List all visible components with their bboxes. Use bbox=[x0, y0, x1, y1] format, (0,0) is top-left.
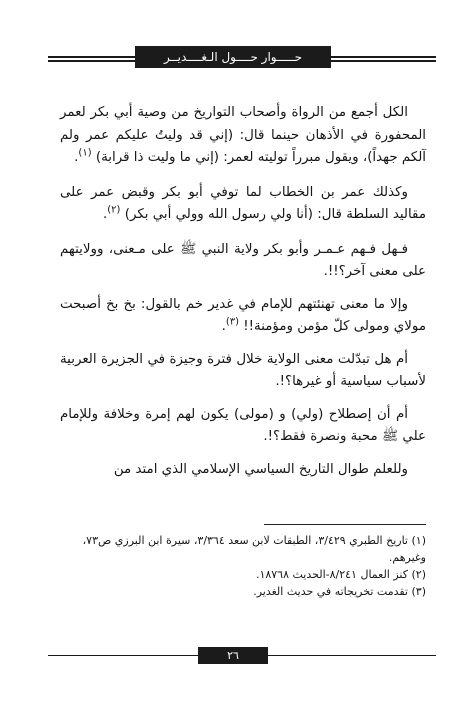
paragraph: الكل أجمع من الرواة وأصحاب التواريخ من وصية أبي بكر لعمر المحفورة في الأذهان حينما قال: (إني قد وليتُ عليكم عمر ولم آلكم جهداً)، ويقول مبرراً توليته لعمر: (إني ما وليت ذا قرابة) $^{(١)}$. bbox=[60, 105, 426, 165]
running-header-title: حـــــوار حــــول الـغــــديــر bbox=[164, 50, 302, 64]
paragraph: أم هل تبدّلت معنى الولاية خلال فترة وجيزة في الجزيرة العربية لأسباب سياسية أو غيرها؟!. bbox=[60, 351, 426, 389]
running-header bbox=[135, 46, 331, 68]
footnote: (٢) كنز العمال ٨/٢٤١-الحديث ١٨٧٦٨. bbox=[255, 568, 426, 581]
paragraph: وللعلم طوال التاريخ السياسي الإسلامي الذي امتد من bbox=[113, 461, 408, 477]
page-number-box bbox=[198, 647, 268, 664]
footnote-ref: (٣) bbox=[225, 316, 240, 328]
paragraph: وكذلك عمر بن الخطاب لما توفي أبو بكر وقبض عمر على مقاليد السلطة قال: (أنا ولي رسول الله وولي أبي بكر) $^{(٢)}$. bbox=[60, 184, 426, 222]
footnote: (٣) تقدمت تخريجاته في حديث الغدير. bbox=[253, 585, 426, 598]
page-number: ٢٦ bbox=[227, 649, 239, 662]
paragraph: أم أن إصطلاح (ولي) و (مولى) يكون لهم إمرة وخلافة وللإمام علي ﷺ محبة ونصرة فقط؟!. bbox=[60, 406, 426, 444]
body-text bbox=[60, 102, 426, 491]
footnote-ref: (١) bbox=[78, 147, 92, 159]
paragraph: وإلا ما معنى تهنئتهم للإمام في غدير خم بالقول: بخ بخ أصبحت مولاي ومولى كلّ مؤمن ومؤمنة!! $^{(٣)}$. bbox=[60, 296, 426, 334]
paragraph: فـهل فـهم عـمـر وأبو بكر ولاية النبي ﷺ على مـعنى، وولايتهم على معنى آخر؟!!. bbox=[60, 241, 426, 279]
footnote-separator bbox=[264, 524, 426, 525]
footnote: (١) تاريخ الطبري ٣/٤٢٩، الطبقات لابن سعد ٣/٣٦٤، سيرة ابن البرزي ص٧٣، وغيرهم. bbox=[82, 534, 426, 564]
footnote-ref: (٢) bbox=[107, 204, 121, 216]
footnotes bbox=[60, 532, 426, 600]
